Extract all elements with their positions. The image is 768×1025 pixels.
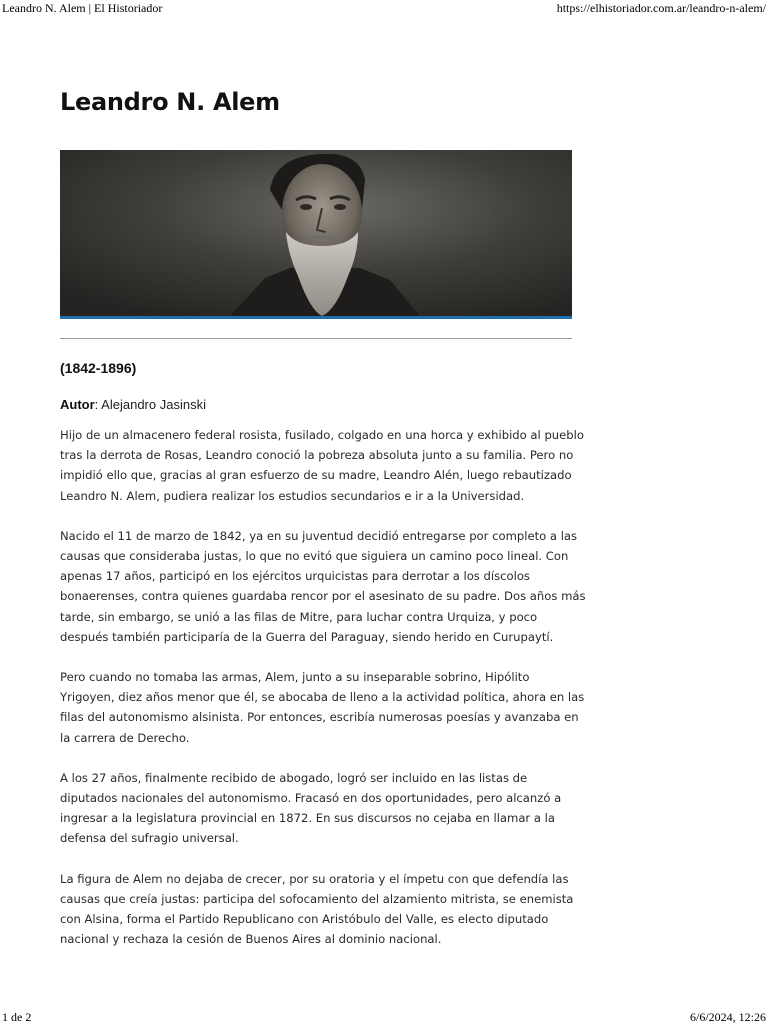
paragraph-2	[60, 526, 586, 647]
text-line: Nacido el 11 de marzo de 1842, ya en su juventud decidió entregarse por completo a las	[60, 528, 578, 543]
text-line: apenas 17 años, participó en los ejércitos urquicistas para derrotar a los díscolos	[60, 569, 530, 584]
print-datetime: 6/6/2024, 12:26	[689, 1010, 766, 1024]
text-line: después también participaría de la Guerra del Paraguay, siendo herido en Curupaytí.	[60, 629, 554, 644]
paragraph-5	[60, 869, 580, 950]
text-line: A los 27 años, finalmente recibido de abogado, logró ser incluido en las listas de	[60, 770, 528, 785]
text-line: Leandro N. Alem, pudiera realizar los estudios secundarios e ir a la Universidad.	[60, 488, 525, 503]
portrait-illustration	[60, 150, 572, 316]
text-line: Yrigoyen, diez años menor que él, se abocaba de lleno a la actividad política, ahora en las	[60, 690, 585, 705]
hero-portrait-image	[60, 150, 572, 319]
text-line: Pero cuando no tomaba las armas, Alem, junto a su inseparable sobrino, Hipólito	[60, 670, 530, 685]
text-line: causas que creía justas: participa del sofocamiento del alzamiento mitrista, se enemista	[60, 891, 574, 906]
text-line: filas del autonomismo alsinista. Por entonces, escribía numerosas poesías y avanzaba en	[60, 710, 579, 725]
divider-rule	[60, 338, 572, 339]
lifespan-dates: (1842-1896)	[60, 360, 137, 376]
author-label: Autor	[60, 397, 95, 412]
text-line: diputados nacionales del autonomismo. Fracasó en dos oportunidades, pero alcanzó a	[60, 791, 562, 806]
author-name: : Alejandro Jasinski	[94, 397, 206, 412]
text-line: con Alsina, forma el Partido Republicano con Aristóbulo del Valle, es electo diputado	[60, 912, 549, 927]
print-header-url[interactable]: https://elhistoriador.com.ar/leandro-n-alem/	[556, 1, 766, 15]
text-line: La figura de Alem no dejaba de crecer, por su oratoria y el ímpetu con que defendía las	[60, 871, 569, 886]
text-line: nacional y rechaza la cesión de Buenos Aires al dominio nacional.	[60, 932, 442, 947]
text-line: causas que consideraba justas, lo que no evitó que siguiera un camino poco lineal. Con	[60, 549, 569, 564]
page-title: Leandro N. Alem	[60, 88, 280, 116]
text-line: bonaerenses, contra quienes guardaba rencor por el asesinato de su padre. Dos años más	[60, 589, 586, 604]
page-number: 1 de 2	[2, 1010, 32, 1024]
print-header	[0, 1, 768, 16]
paragraph-3	[60, 667, 585, 748]
article-body	[60, 425, 586, 969]
text-line: impidió ello que, gracias al gran esfuerzo de su madre, Leandro Alén, luego rebautizado	[60, 468, 572, 483]
author-line	[60, 397, 206, 412]
paragraph-4	[60, 768, 580, 849]
text-line: tras la derrota de Rosas, Leandro conoció la pobreza absoluta junto a su familia. Pero no	[60, 448, 574, 463]
text-line: ingresar a la legislatura provincial en 1872. En sus discursos no cejaba en llamar a la	[60, 811, 555, 826]
print-header-title: Leandro N. Alem | El Historiador	[2, 1, 163, 15]
text-line: tarde, sin embargo, se unió a las filas de Mitre, para luchar contra Urquiza, y poco	[60, 609, 538, 624]
text-line: Hijo de un almacenero federal rosista, fusilado, colgado en una horca y exhibido al pueblo	[60, 428, 584, 442]
print-footer	[0, 1010, 768, 1025]
text-line: la carrera de Derecho.	[60, 730, 190, 745]
text-line: defensa del sufragio universal.	[60, 831, 239, 846]
paragraph-1	[60, 425, 584, 506]
